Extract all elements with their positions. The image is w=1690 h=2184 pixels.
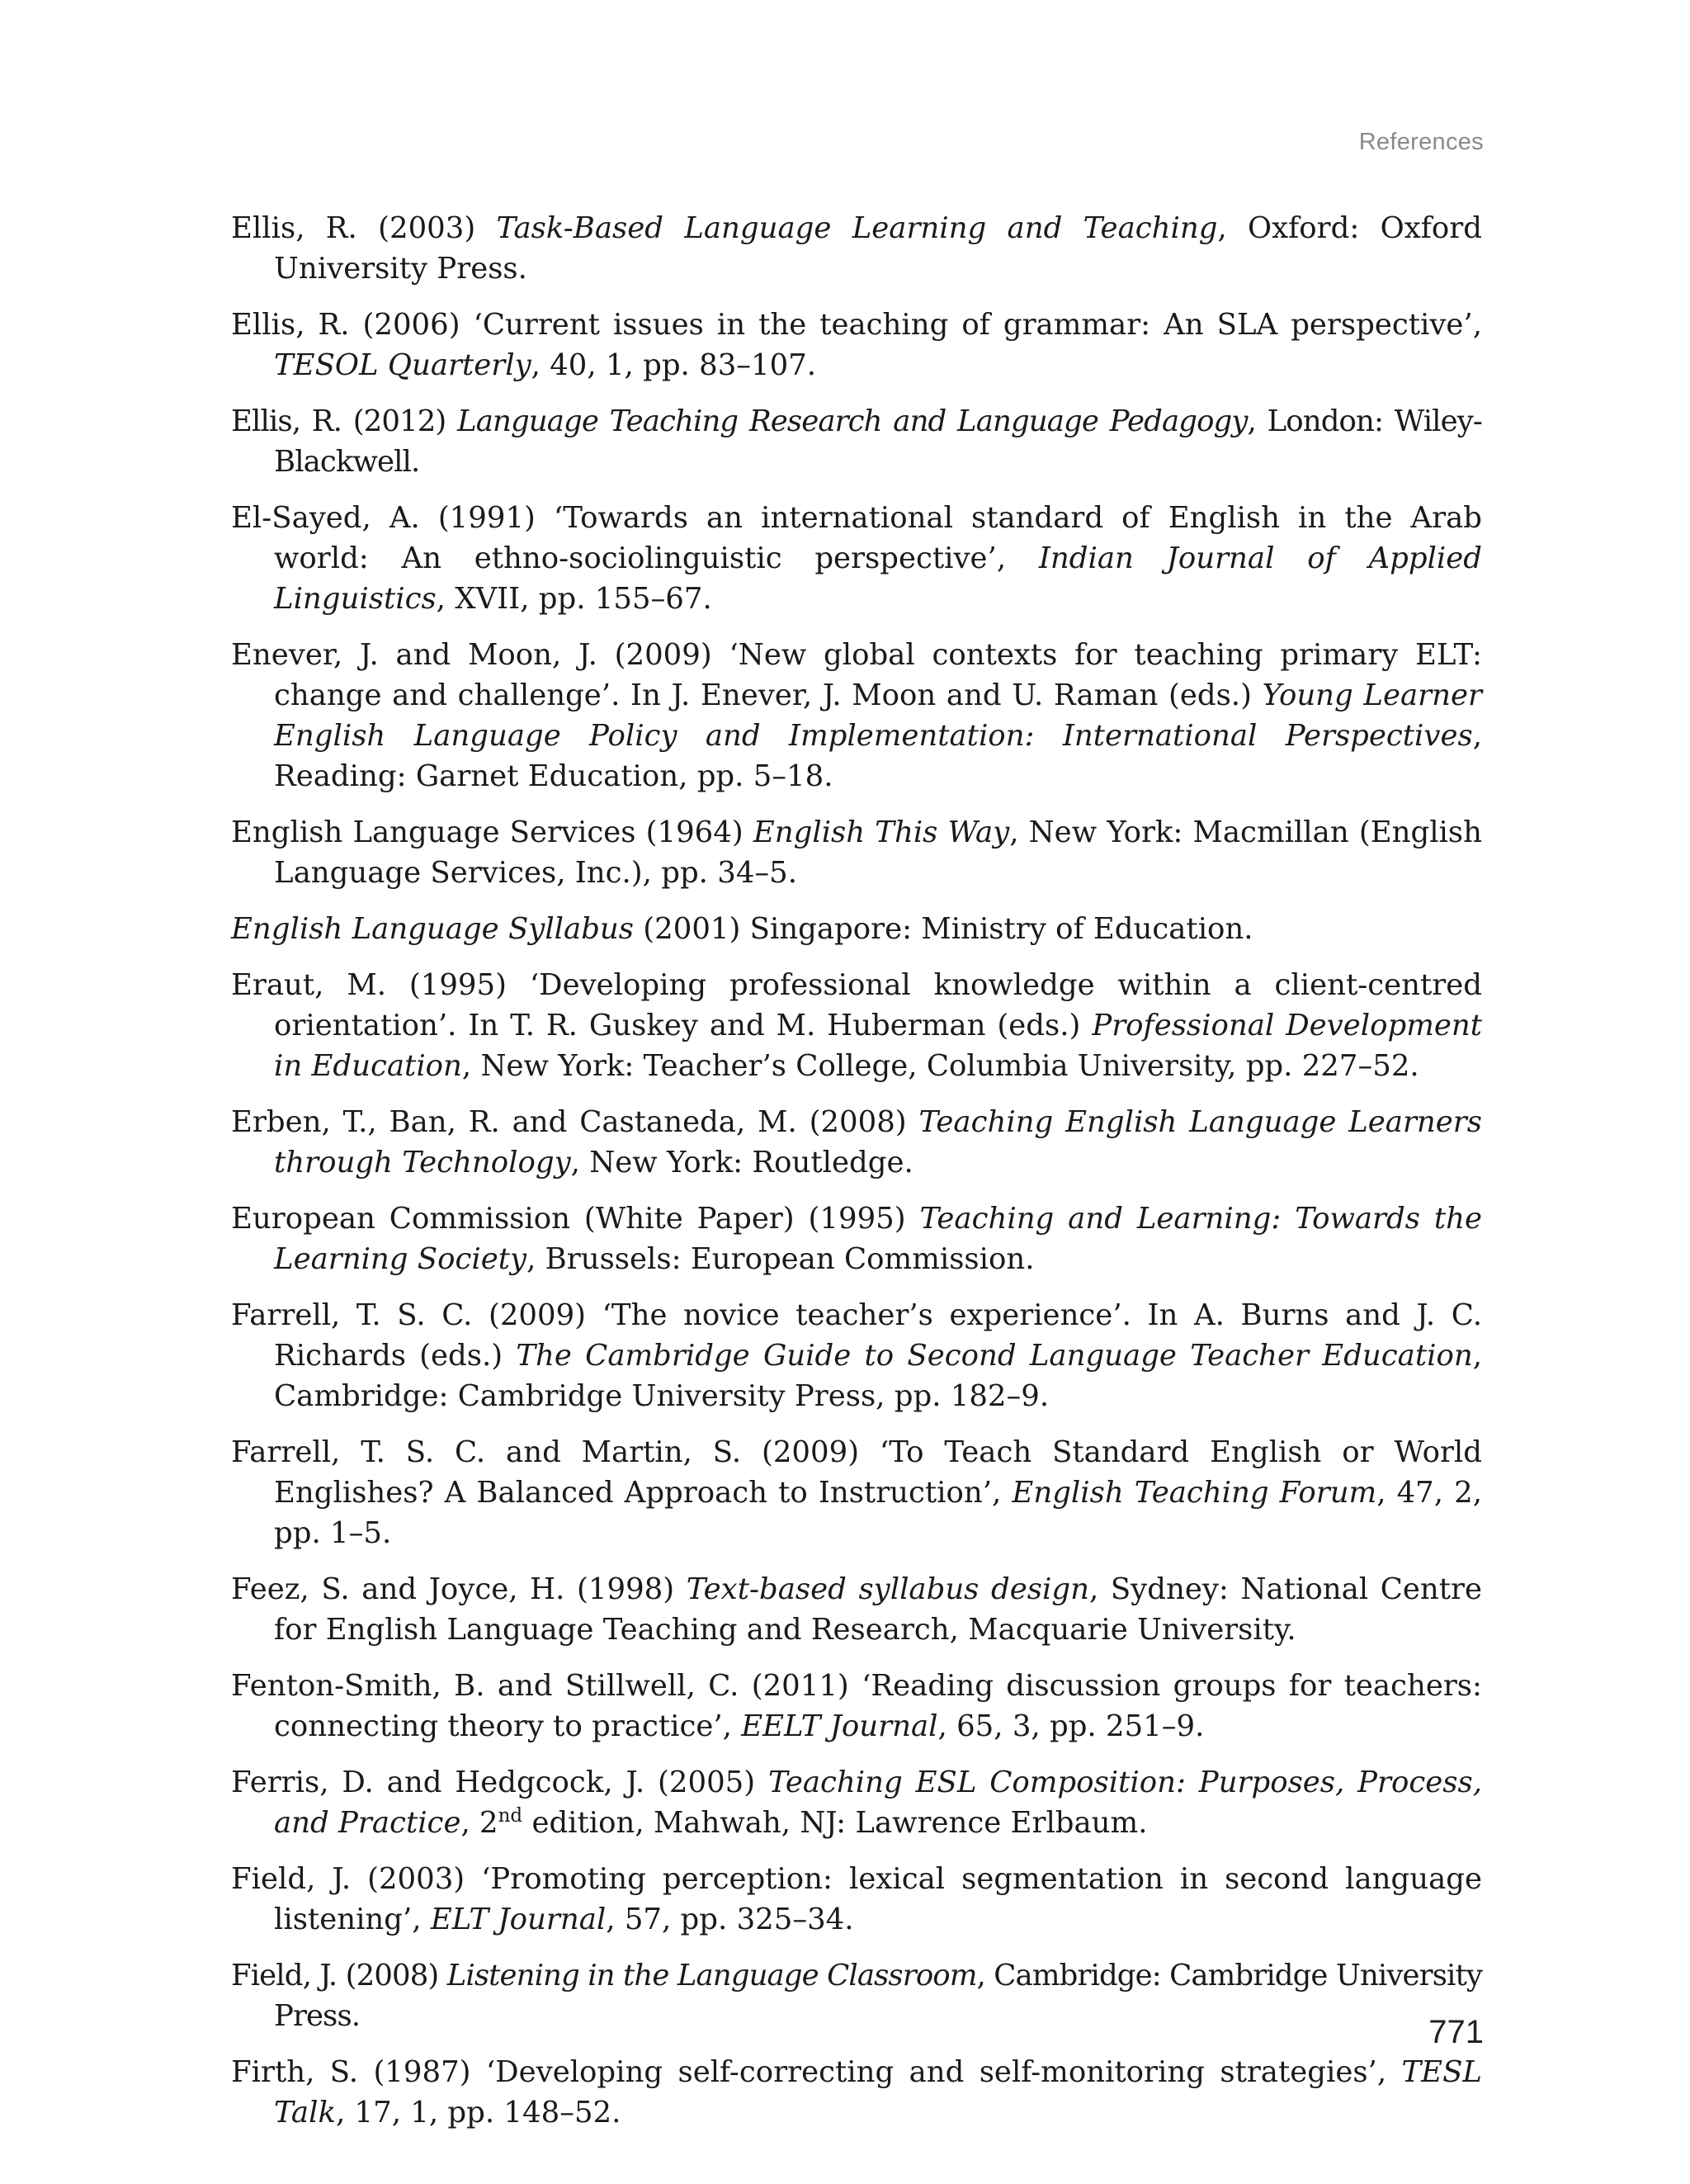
ref-title: TESL Talk xyxy=(274,2055,1482,2130)
ref-text: Farrell, T. S. C. and Martin, S. (2009) ‘To Teach Standard English or World Englishes? A Balanced Approach to Instruction’, xyxy=(231,1435,1482,1510)
ref-text: Firth, S. (1987) ‘Developing self-correcting and self-monitoring strategies’, xyxy=(231,2055,1402,2089)
reference-list xyxy=(231,208,1482,2149)
ref-title: The Cambridge Guide to Second Language Teacher Education xyxy=(516,1339,1473,1373)
ref-text: , Brussels: European Commission. xyxy=(526,1242,1035,1276)
ref-text: , 65, 3, pp. 251–9. xyxy=(937,1709,1205,1743)
ref-title: Indian Journal of Applied Linguistics xyxy=(274,541,1482,616)
ref-title: Task-Based Language Learning and Teaching xyxy=(496,211,1218,245)
ref-title: Teaching and Learning: Towards the Learning Society xyxy=(274,1202,1482,1276)
ref-text: , Sydney: National Centre for English Language Teaching and Research, Macquarie University. xyxy=(274,1572,1483,1647)
ref-text: Ferris, D. and Hedgcock, J. (2005) xyxy=(231,1766,768,1799)
ref-text: , Cambridge: Cambridge University Press. xyxy=(274,1959,1482,2033)
ref-title: Young Learner English Language Policy and Implementation: International Perspectives xyxy=(274,678,1482,753)
ref-text: , 47, 2, pp. 1–5. xyxy=(274,1476,1482,1550)
ref-title: Teaching English Language Learners through Technology xyxy=(274,1105,1482,1179)
reference-entry xyxy=(231,909,1482,949)
ref-title: Listening in the Language Classroom xyxy=(446,1959,977,1993)
ref-text: El-Sayed, A. (1991) ‘Towards an international standard of English in the Arab world: An ethno-sociolinguistic perspective’, xyxy=(231,501,1482,575)
ref-title: Text-based syllabus design xyxy=(686,1572,1089,1606)
reference-entry xyxy=(231,1666,1482,1747)
reference-entry xyxy=(231,1102,1482,1183)
ref-text: , Cambridge: Cambridge University Press, pp. 182–9. xyxy=(274,1339,1482,1413)
ref-text: Farrell, T. S. C. (2009) ‘The novice teacher’s experience’. In A. Burns and J. C. Richards (eds.) xyxy=(231,1298,1482,1373)
ref-text: , 17, 1, pp. 148–52. xyxy=(335,2096,621,2130)
ref-title: Professional Development in Education xyxy=(274,1009,1483,1083)
reference-entry xyxy=(231,208,1482,289)
ref-text: Feez, S. and Joyce, H. (1998) xyxy=(231,1572,687,1606)
ref-text: , XVII, pp. 155–67. xyxy=(436,582,712,616)
ref-superscript: nd xyxy=(498,1805,523,1827)
reference-entry xyxy=(231,1762,1482,1843)
reference-entry xyxy=(231,812,1482,893)
ref-title: English Teaching Forum xyxy=(1012,1476,1377,1510)
ref-text: Ellis, R. (2006) ‘Current issues in the teaching of grammar: An SLA perspective’, xyxy=(231,308,1482,342)
ref-text: , London: Wiley-Blackwell. xyxy=(274,404,1482,479)
ref-text: , 2 xyxy=(460,1806,498,1840)
ref-text: Eraut, M. (1995) ‘Developing professional knowledge within a client-centred orientation’. In T. R. Guskey and M. Huberman (eds.) xyxy=(231,968,1482,1042)
reference-entry xyxy=(231,305,1482,385)
reference-entry xyxy=(231,1955,1482,2036)
page-number: 771 xyxy=(1428,2014,1484,2050)
ref-text: Erben, T., Ban, R. and Castaneda, M. (2008) xyxy=(231,1105,919,1139)
reference-entry xyxy=(231,498,1482,619)
ref-text: Ellis, R. (2012) xyxy=(231,404,458,438)
reference-entry xyxy=(231,1432,1482,1553)
ref-text: , 40, 1, pp. 83–107. xyxy=(531,348,817,382)
ref-text: European Commission (White Paper) (1995) xyxy=(231,1202,920,1236)
ref-text: , 57, pp. 325–34. xyxy=(606,1903,854,1936)
reference-entry xyxy=(231,1295,1482,1416)
ref-title: Teaching ESL Composition: Purposes, Process, and Practice xyxy=(274,1766,1482,1840)
ref-title: TESOL Quarterly xyxy=(274,348,531,382)
ref-text: Enever, J. and Moon, J. (2009) ‘New global contexts for teaching primary ELT: change and challenge’. In J. Enever, J. Moon and U. Raman (eds.) xyxy=(231,638,1482,712)
ref-text: (2001) Singapore: Ministry of Education. xyxy=(634,912,1253,946)
ref-title: English Language Syllabus xyxy=(231,912,635,946)
ref-text: , Oxford: Oxford University Press. xyxy=(274,211,1482,286)
ref-title: EELT Journal xyxy=(741,1709,938,1743)
ref-text: , New York: Teacher’s College, Columbia University, pp. 227–52. xyxy=(461,1049,1419,1083)
ref-text: Ellis, R. (2003) xyxy=(231,211,497,245)
ref-text: , Reading: Garnet Education, pp. 5–18. xyxy=(274,719,1482,793)
reference-entry xyxy=(231,965,1482,1086)
ref-title: ELT Journal xyxy=(430,1903,607,1936)
ref-text: , New York: Macmillan (English Language Services, Inc.), pp. 34–5. xyxy=(274,815,1482,890)
reference-entry xyxy=(231,2052,1482,2133)
ref-text: English Language Services (1964) xyxy=(231,815,753,849)
reference-entry xyxy=(231,1198,1482,1279)
ref-text: Field, J. (2008) xyxy=(231,1959,447,1993)
reference-entry xyxy=(231,1859,1482,1940)
ref-title: Language Teaching Research and Language Pedagogy xyxy=(457,404,1248,438)
reference-entry xyxy=(231,1569,1482,1650)
ref-text: Fenton-Smith, B. and Stillwell, C. (2011) ‘Reading discussion groups for teachers: connecting theory to practice’, xyxy=(231,1669,1482,1743)
ref-text: Field, J. (2003) ‘Promoting perception: lexical segmentation in second language listening’, xyxy=(231,1862,1482,1936)
reference-entry xyxy=(231,635,1482,797)
ref-text: edition, Mahwah, NJ: Lawrence Erlbaum. xyxy=(522,1806,1148,1840)
ref-title: English This Way xyxy=(753,815,1010,849)
reference-entry xyxy=(231,401,1482,482)
running-head: References xyxy=(1358,129,1484,155)
ref-text: , New York: Routledge. xyxy=(570,1146,913,1179)
